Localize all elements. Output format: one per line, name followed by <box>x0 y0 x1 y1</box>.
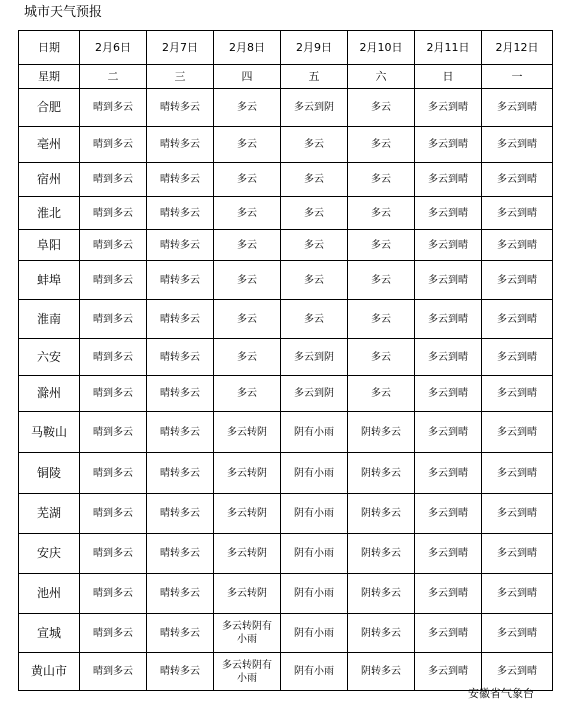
date-label: 日期 <box>19 31 80 65</box>
forecast-cell: 多云到阴 <box>281 339 348 376</box>
page-title: 城市天气预报 <box>24 5 103 20</box>
forecast-cell: 多云 <box>281 230 348 261</box>
forecast-cell: 晴转多云 <box>147 127 214 163</box>
forecast-cell: 多云到晴 <box>415 261 482 300</box>
forecast-cell: 阴有小雨 <box>281 494 348 534</box>
forecast-cell: 晴到多云 <box>80 412 147 453</box>
city-name-cell: 蚌埠 <box>19 261 80 300</box>
forecast-cell: 多云转阴 <box>214 453 281 494</box>
issuer-label: 安徽省气象台 <box>468 687 534 700</box>
forecast-cell: 晴到多云 <box>80 376 147 412</box>
forecast-cell: 多云 <box>214 197 281 230</box>
table-row <box>19 127 553 163</box>
forecast-cell: 多云转阴 <box>214 412 281 453</box>
forecast-cell: 多云 <box>214 230 281 261</box>
city-name-cell: 芜湖 <box>19 494 80 534</box>
table-row <box>19 412 553 453</box>
forecast-cell: 晴转多云 <box>147 163 214 197</box>
weekday-header-cell: 四 <box>214 65 281 89</box>
forecast-cell: 多云到晴 <box>482 376 553 412</box>
forecast-cell: 多云 <box>214 261 281 300</box>
forecast-cell: 晴转多云 <box>147 574 214 614</box>
forecast-cell: 阴转多云 <box>348 574 415 614</box>
forecast-cell: 晴到多云 <box>80 261 147 300</box>
date-header-cell: 2月12日 <box>482 31 553 65</box>
forecast-cell: 多云 <box>348 127 415 163</box>
table-row <box>19 574 553 614</box>
forecast-cell: 阴有小雨 <box>281 653 348 691</box>
city-name-cell: 安庆 <box>19 534 80 574</box>
forecast-cell: 阴有小雨 <box>281 534 348 574</box>
forecast-cell: 多云到晴 <box>415 376 482 412</box>
table-row <box>19 376 553 412</box>
forecast-cell: 多云转阴 <box>214 574 281 614</box>
forecast-cell: 晴转多云 <box>147 494 214 534</box>
table-row <box>19 197 553 230</box>
forecast-cell: 晴到多云 <box>80 89 147 127</box>
table-row <box>19 653 553 691</box>
date-header-cell: 2月6日 <box>80 31 147 65</box>
forecast-cell: 多云 <box>348 89 415 127</box>
forecast-cell: 多云转阴有小雨 <box>214 653 281 691</box>
forecast-cell: 多云到阴 <box>281 89 348 127</box>
city-name-cell: 淮南 <box>19 300 80 339</box>
forecast-cell: 多云 <box>214 376 281 412</box>
forecast-cell: 多云到晴 <box>482 653 553 691</box>
forecast-cell: 多云转阴 <box>214 534 281 574</box>
forecast-cell: 多云到晴 <box>415 653 482 691</box>
forecast-cell: 晴到多云 <box>80 494 147 534</box>
weekday-header-cell: 一 <box>482 65 553 89</box>
city-name-cell: 铜陵 <box>19 453 80 494</box>
forecast-cell: 多云到晴 <box>415 453 482 494</box>
table-row <box>19 89 553 127</box>
weekday-header-cell: 五 <box>281 65 348 89</box>
forecast-cell: 多云到晴 <box>482 261 553 300</box>
forecast-cell: 多云到晴 <box>482 163 553 197</box>
forecast-cell: 晴到多云 <box>80 534 147 574</box>
forecast-cell: 多云到晴 <box>415 494 482 534</box>
forecast-cell: 多云到晴 <box>415 614 482 653</box>
forecast-cell: 多云到晴 <box>482 412 553 453</box>
date-header-cell: 2月10日 <box>348 31 415 65</box>
forecast-cell: 多云到晴 <box>482 453 553 494</box>
city-name-cell: 池州 <box>19 574 80 614</box>
forecast-cell: 晴到多云 <box>80 614 147 653</box>
table-row <box>19 300 553 339</box>
forecast-cell: 多云 <box>214 339 281 376</box>
table-row <box>19 453 553 494</box>
forecast-cell: 多云到晴 <box>482 494 553 534</box>
table-row <box>19 230 553 261</box>
forecast-cell: 多云到晴 <box>415 230 482 261</box>
city-name-cell: 阜阳 <box>19 230 80 261</box>
forecast-cell: 晴转多云 <box>147 653 214 691</box>
forecast-cell: 多云到阴 <box>281 376 348 412</box>
forecast-cell: 晴到多云 <box>80 197 147 230</box>
forecast-cell: 晴转多云 <box>147 614 214 653</box>
forecast-cell: 多云 <box>348 300 415 339</box>
forecast-cell: 多云 <box>281 261 348 300</box>
forecast-cell: 多云 <box>348 163 415 197</box>
date-header-row <box>19 31 553 65</box>
forecast-cell: 阴转多云 <box>348 494 415 534</box>
forecast-cell: 多云到晴 <box>415 89 482 127</box>
forecast-cell: 晴转多云 <box>147 339 214 376</box>
forecast-cell: 多云到晴 <box>415 339 482 376</box>
forecast-cell: 晴到多云 <box>80 163 147 197</box>
forecast-cell: 多云 <box>214 163 281 197</box>
forecast-cell: 多云 <box>214 127 281 163</box>
forecast-cell: 多云 <box>348 339 415 376</box>
forecast-cell: 多云 <box>214 300 281 339</box>
forecast-cell: 多云 <box>281 300 348 339</box>
forecast-cell: 晴转多云 <box>147 230 214 261</box>
forecast-cell: 多云 <box>281 197 348 230</box>
forecast-table <box>18 30 553 691</box>
forecast-cell: 多云转阴有小雨 <box>214 614 281 653</box>
forecast-cell: 多云 <box>348 197 415 230</box>
city-name-cell: 滁州 <box>19 376 80 412</box>
forecast-cell: 晴到多云 <box>80 653 147 691</box>
weekday-header-cell: 日 <box>415 65 482 89</box>
forecast-cell: 晴转多云 <box>147 261 214 300</box>
forecast-cell: 晴到多云 <box>80 453 147 494</box>
forecast-cell: 多云 <box>214 89 281 127</box>
table-row <box>19 339 553 376</box>
forecast-cell: 阴有小雨 <box>281 614 348 653</box>
forecast-cell: 阴有小雨 <box>281 412 348 453</box>
forecast-cell: 晴到多云 <box>80 574 147 614</box>
date-header-cell: 2月11日 <box>415 31 482 65</box>
forecast-cell: 多云转阴 <box>214 494 281 534</box>
forecast-cell: 晴转多云 <box>147 376 214 412</box>
forecast-cell: 多云到晴 <box>482 127 553 163</box>
forecast-cell: 多云到晴 <box>415 163 482 197</box>
forecast-cell: 多云到晴 <box>482 339 553 376</box>
forecast-cell: 多云到晴 <box>415 197 482 230</box>
forecast-cell: 多云到晴 <box>415 127 482 163</box>
forecast-cell: 多云到晴 <box>415 412 482 453</box>
weekday-header-cell: 三 <box>147 65 214 89</box>
weekday-header-cell: 六 <box>348 65 415 89</box>
forecast-cell: 晴转多云 <box>147 453 214 494</box>
date-header-cell: 2月7日 <box>147 31 214 65</box>
forecast-cell: 多云 <box>281 163 348 197</box>
table-row <box>19 534 553 574</box>
forecast-cell: 阴转多云 <box>348 614 415 653</box>
forecast-cell: 多云到晴 <box>415 574 482 614</box>
forecast-cell: 多云到晴 <box>415 300 482 339</box>
forecast-cell: 阴转多云 <box>348 453 415 494</box>
forecast-cell: 多云 <box>348 230 415 261</box>
city-name-cell: 马鞍山 <box>19 412 80 453</box>
forecast-cell: 阴转多云 <box>348 412 415 453</box>
weekday-header-row <box>19 65 553 89</box>
forecast-cell: 晴转多云 <box>147 89 214 127</box>
city-name-cell: 合肥 <box>19 89 80 127</box>
date-header-cell: 2月8日 <box>214 31 281 65</box>
forecast-cell: 多云 <box>348 376 415 412</box>
forecast-cell: 多云到晴 <box>482 230 553 261</box>
forecast-cell: 多云到晴 <box>482 89 553 127</box>
city-name-cell: 宿州 <box>19 163 80 197</box>
city-name-cell: 亳州 <box>19 127 80 163</box>
date-header-cell: 2月9日 <box>281 31 348 65</box>
table-row <box>19 614 553 653</box>
forecast-cell: 多云 <box>348 261 415 300</box>
city-name-cell: 黄山市 <box>19 653 80 691</box>
table-row <box>19 163 553 197</box>
city-name-cell: 宣城 <box>19 614 80 653</box>
forecast-cell: 多云 <box>281 127 348 163</box>
table-row <box>19 261 553 300</box>
forecast-cell: 晴转多云 <box>147 197 214 230</box>
forecast-cell: 阴转多云 <box>348 653 415 691</box>
table-row <box>19 494 553 534</box>
forecast-cell: 晴转多云 <box>147 534 214 574</box>
forecast-cell: 晴到多云 <box>80 230 147 261</box>
forecast-cell: 晴到多云 <box>80 127 147 163</box>
forecast-cell: 多云到晴 <box>482 574 553 614</box>
forecast-cell: 多云到晴 <box>482 300 553 339</box>
weekday-label: 星期 <box>19 65 80 89</box>
forecast-cell: 阴转多云 <box>348 534 415 574</box>
forecast-cell: 阴有小雨 <box>281 574 348 614</box>
forecast-cell: 晴转多云 <box>147 412 214 453</box>
forecast-cell: 多云到晴 <box>415 534 482 574</box>
forecast-cell: 多云到晴 <box>482 197 553 230</box>
forecast-cell: 多云到晴 <box>482 614 553 653</box>
city-name-cell: 六安 <box>19 339 80 376</box>
forecast-cell: 晴到多云 <box>80 339 147 376</box>
forecast-cell: 晴到多云 <box>80 300 147 339</box>
weekday-header-cell: 二 <box>80 65 147 89</box>
forecast-cell: 多云到晴 <box>482 534 553 574</box>
forecast-cell: 晴转多云 <box>147 300 214 339</box>
city-name-cell: 淮北 <box>19 197 80 230</box>
forecast-cell: 阴有小雨 <box>281 453 348 494</box>
